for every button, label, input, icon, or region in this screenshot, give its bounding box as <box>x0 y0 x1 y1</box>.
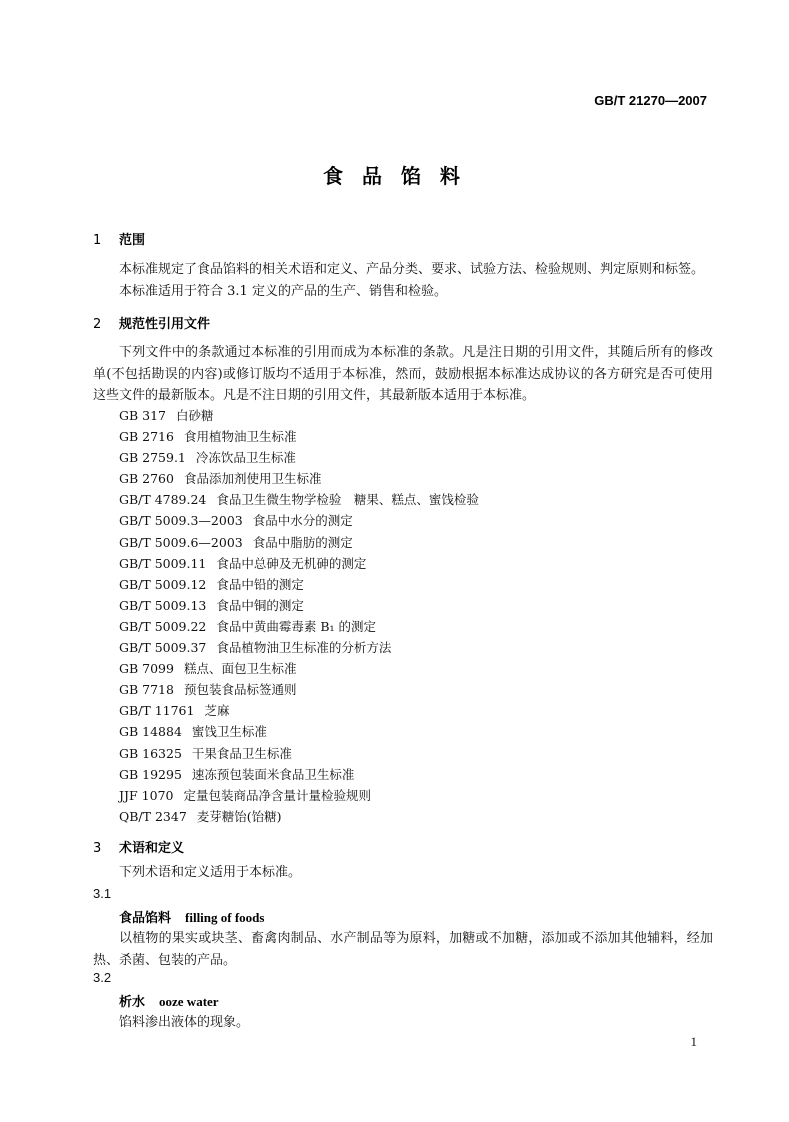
reference-item <box>119 574 479 595</box>
term-number: 3.1 <box>93 886 112 901</box>
reference-item <box>119 510 479 531</box>
reference-title: 蜜饯卫生标准 <box>191 724 267 740</box>
reference-item <box>119 679 479 700</box>
reference-item <box>119 595 479 616</box>
reference-item <box>119 764 479 785</box>
reference-item <box>119 426 479 447</box>
section-title: 范围 <box>119 233 146 248</box>
term-zh: 析水 <box>119 995 146 1010</box>
reference-title: 食品中黄曲霉毒素 B₁ 的测定 <box>216 618 377 634</box>
reference-code: GB 7099 <box>119 661 174 677</box>
reference-code: GB/T 5009.22 <box>119 618 207 634</box>
section-1-paragraph: 本标准适用于符合 3.1 定义的产品的生产、销售和检验。 <box>119 284 447 299</box>
reference-item <box>119 553 479 574</box>
reference-item <box>119 489 479 510</box>
reference-code: GB 7718 <box>119 682 174 698</box>
reference-code: GB/T 5009.13 <box>119 597 207 613</box>
reference-code: GB/T 5009.3—2003 <box>119 513 243 529</box>
reference-title: 冷冻饮品卫生标准 <box>195 450 296 466</box>
reference-item <box>119 447 479 468</box>
reference-code: GB 317 <box>119 408 167 423</box>
reference-code: GB/T 5009.11 <box>119 555 207 571</box>
section-title: 规范性引用文件 <box>119 317 211 332</box>
reference-title: 速冻预包装面米食品卫生标准 <box>191 766 355 782</box>
reference-code: GB 16325 <box>119 745 182 761</box>
reference-code: GB 2760 <box>119 471 174 487</box>
reference-item <box>119 468 479 489</box>
section-title: 术语和定义 <box>119 841 185 856</box>
term-zh: 食品馅料 <box>119 911 172 926</box>
document-title: 食 品 馅 料 <box>323 164 466 188</box>
term-definition: 馅料渗出液体的现象。 <box>119 1015 250 1030</box>
reference-title: 食品中总砷及无机砷的测定 <box>216 555 367 571</box>
reference-list <box>119 405 479 827</box>
reference-code: GB 14884 <box>119 724 182 740</box>
reference-code: GB/T 5009.37 <box>119 640 207 656</box>
reference-item <box>119 637 479 658</box>
reference-item <box>119 806 479 827</box>
reference-title: 麦芽糖饴(饴糖) <box>196 808 282 824</box>
reference-title: 预包装食品标签通则 <box>183 682 297 698</box>
reference-code: JJF 1070 <box>119 787 174 803</box>
reference-title: 食品卫生微生物学检验 糖果、糕点、蜜饯检验 <box>216 492 479 508</box>
reference-title: 食品添加剂使用卫生标准 <box>183 471 322 487</box>
reference-item <box>119 616 479 637</box>
term-definition: 以植物的果实或块茎、畜禽肉制品、水产制品等为原料，加糖或不加糖，添加或不添加其他辅料，经加热、杀菌、包装的产品。 <box>93 931 713 968</box>
section-number: 1 <box>93 233 102 248</box>
section-2-intro: 下列文件中的条款通过本标准的引用而成为本标准的条款。凡是注日期的引用文件，其随后所有的修改单(不包括勘误的内容)或修订版均不适用于本标准，然而，鼓励根据本标准达成协议的各方研究是否可使用这些文件的最新版本。凡是不注日期的引用文件，其最新版本适用于本标准。 <box>93 345 713 403</box>
reference-item <box>119 658 479 679</box>
reference-title: 食品中铜的测定 <box>216 597 304 613</box>
section-2-heading <box>93 313 210 332</box>
section-1-heading <box>93 229 145 248</box>
reference-title: 食品中水分的测定 <box>252 513 353 529</box>
reference-code: GB 19295 <box>119 766 182 782</box>
reference-title: 食品中脂肪的测定 <box>252 534 353 550</box>
term-en: ooze water <box>159 994 219 1009</box>
reference-title: 芝麻 <box>204 703 230 719</box>
section-1-paragraph: 本标准规定了食品馅料的相关术语和定义、产品分类、要求、试验方法、检验规则、判定原则和标签。 <box>119 262 705 277</box>
reference-title: 食品中铅的测定 <box>216 576 304 592</box>
reference-item <box>119 700 479 721</box>
reference-code: GB 2759.1 <box>119 450 186 466</box>
reference-item <box>119 532 479 553</box>
reference-item <box>119 405 479 426</box>
reference-title: 定量包装商品净含量计量检验规则 <box>183 787 371 803</box>
reference-title: 干果食品卫生标准 <box>191 745 292 761</box>
section-3-heading <box>93 837 184 856</box>
reference-title: 食用植物油卫生标准 <box>183 429 297 445</box>
term-number: 3.2 <box>93 970 112 985</box>
term-heading <box>119 991 219 1010</box>
reference-title: 糕点、面包卫生标准 <box>183 661 297 677</box>
standard-number: GB/T 21270—2007 <box>594 93 707 108</box>
reference-item <box>119 721 479 742</box>
page-number: 1 <box>690 1034 697 1049</box>
reference-title: 白砂糖 <box>176 408 214 423</box>
reference-code: GB/T 5009.6—2003 <box>119 534 243 550</box>
term-heading <box>119 907 264 926</box>
section-number: 2 <box>93 317 102 332</box>
reference-title: 食品植物油卫生标准的分析方法 <box>216 640 392 656</box>
reference-code: GB/T 4789.24 <box>119 492 207 508</box>
reference-code: GB 2716 <box>119 429 174 445</box>
term-en: filling of foods <box>185 910 265 925</box>
section-3-intro: 下列术语和定义适用于本标准。 <box>119 865 302 880</box>
reference-code: GB/T 5009.12 <box>119 576 207 592</box>
section-number: 3 <box>93 841 102 856</box>
reference-item <box>119 743 479 764</box>
reference-code: QB/T 2347 <box>119 808 187 824</box>
reference-item <box>119 785 479 806</box>
reference-code: GB/T 11761 <box>119 703 195 719</box>
